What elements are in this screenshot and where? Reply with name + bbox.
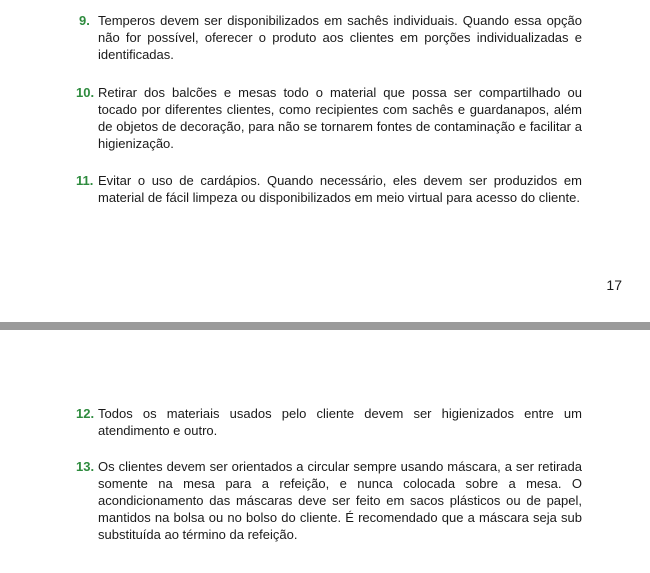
list-item-10: [76, 84, 582, 152]
item-number: 9.: [79, 13, 90, 28]
page-number: 17: [606, 277, 622, 293]
item-text: Retirar dos balcões e mesas todo o material que possa ser compartilhado ou tocado por diferentes clientes, como recipientes com sachês e guardanapos, além de objetos de decoração, para não se tornarem fontes de contaminação e facilitar a higienização.: [98, 85, 582, 151]
item-number: 10.: [76, 85, 95, 100]
list-item-11: [76, 172, 582, 206]
item-text: Todos os materiais usados pelo cliente devem ser higienizados entre um atendimento e outro.: [98, 406, 582, 438]
item-text: Os clientes devem ser orientados a circular sempre usando máscara, a ser retirada somente na mesa para a refeição, e nunca colocada sobre a mesa. O acondicionamento das máscaras deve ser feito em sacos plásticos ou de papel, mantidos na bolsa ou no bolso do cliente. É recomendado que a máscara seja sub substituída ao término da refeição.: [98, 459, 582, 542]
item-number: 13.: [76, 459, 95, 474]
item-number: 11.: [76, 173, 94, 188]
page-divider: [0, 322, 650, 330]
list-item-9: [76, 12, 582, 63]
list-item-13: [76, 458, 582, 543]
list-item-12: [76, 405, 582, 439]
item-number: 12.: [76, 406, 95, 421]
item-text: Temperos devem ser disponibilizados em sachês individuais. Quando essa opção não for possível, oferecer o produto aos clientes em porções individualizadas e identificadas.: [98, 13, 582, 62]
item-text: Evitar o uso de cardápios. Quando necessário, eles devem ser produzidos em material de fácil limpeza ou disponibilizados em meio virtual para acesso do cliente.: [98, 173, 582, 205]
